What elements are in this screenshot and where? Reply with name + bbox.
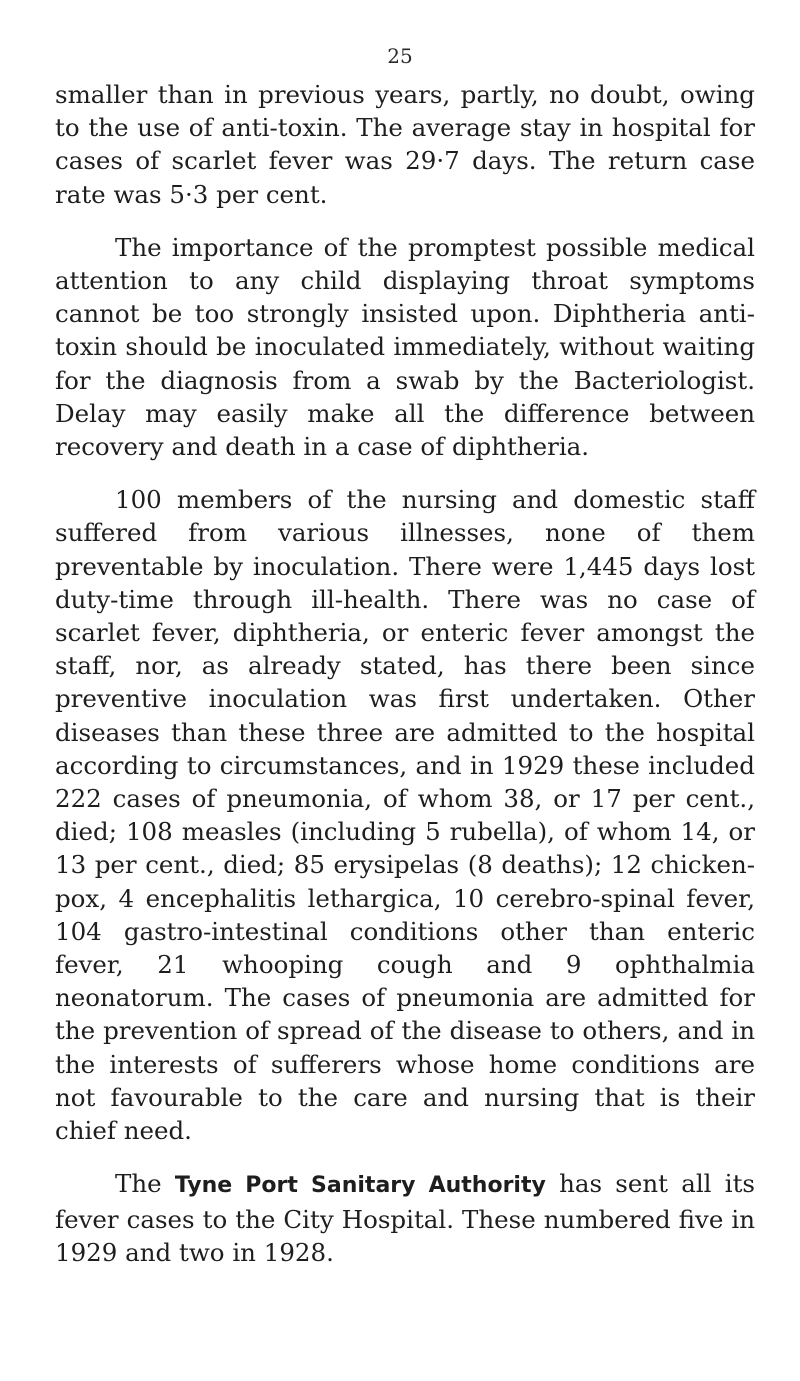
page-number: 25 (387, 44, 413, 68)
body-text (55, 78, 755, 1289)
tyne-port-sanitary-authority: Tyne Port Sanitary Authority (174, 1173, 546, 1199)
paragraph-port-authority-rest: has sent all its fever cases to the City Hospital. These numbered five in 1929 and two in 1928. (55, 1169, 755, 1267)
paragraph-port-authority (55, 1167, 755, 1269)
paragraph-diphtheria-antitoxin: The importance of the promptest possible medical attention to any child displaying throat symptoms cannot be too strongly insisted upon. Diphtheria anti-toxin should be inoculated immediately, without waiting for the diagnosis from a swab by the Bacteriologist. Delay may easily make all the difference between recovery and death in a case of diphtheria. (55, 232, 755, 462)
paragraph-port-authority-lead: The (115, 1169, 175, 1199)
paragraph-staff-illnesses: 100 members of the nursing and domestic staff suffered from various illnesses, none of them preventable by inoculation. There were 1,445 days lost duty-time through ill-health. There was no case of scarlet fever, diphtheria, or enteric fever amongst the staff, nor, as already stated, has there been since preventive inoculation was first undertaken. Other diseases than these three are admitted to the hospital according to circumstances, and in 1929 these included 222 cases of pneumonia, of whom 38, or 17 per cent., died; 108 measles (including 5 rubella), of whom 14, or 13 per cent., died; 85 erysipelas (8 deaths); 12 chicken-pox, 4 encephalitis lethargica, 10 cerebro-spinal fever, 104 gastro-intestinal conditions other than enteric fever, 21 whooping cough and 9 ophthalmia neonatorum. The cases of pneumonia are admitted for the prevention of spread of the disease to others, and in the interests of sufferers whose home conditions are not favourable to the care and nursing that is their chief need. (55, 485, 755, 1146)
paragraph-scarlet-fever-stay: smaller than in previous years, partly, no doubt, owing to the use of anti-toxin. The average stay in hospital for cases of scarlet fever was 29·7 days. The return case rate was 5·3 per cent. (55, 80, 755, 209)
